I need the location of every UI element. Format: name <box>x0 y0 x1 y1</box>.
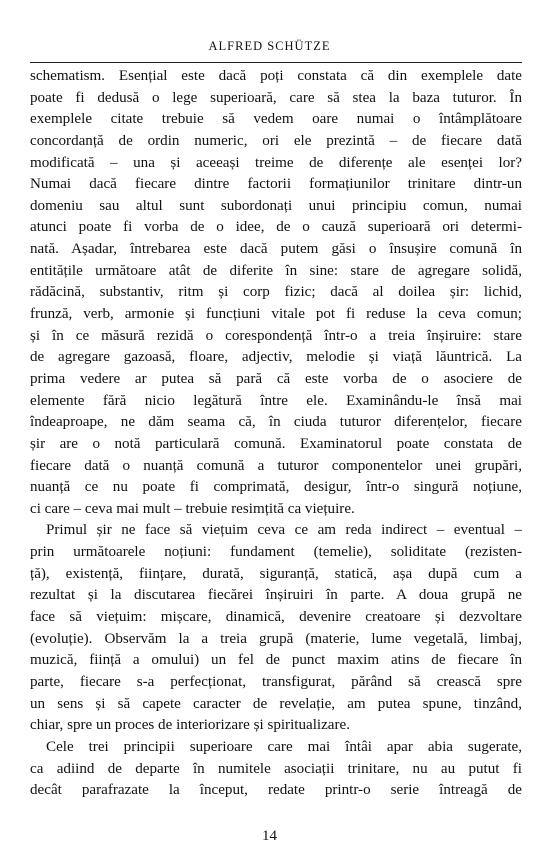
text-line: ca adiind de departe în numitele asociații trinitare, nu au putut fi <box>30 760 522 777</box>
text-line: elemente fără nicio legătură între ele. Examinându-le însă mai <box>30 392 522 409</box>
text-line: prin următoarele noțiuni: fundament (temelie), soliditate (rezisten- <box>30 544 522 561</box>
text-line: schematism. Esențial este dacă poți constata că din exemplele date <box>30 68 522 84</box>
text-line: nuanță ce nu poate fi comprimată, desigur, într-o singură noțiune, <box>30 479 522 496</box>
header-rule <box>30 62 522 63</box>
text-line: șir are o notă particulară comună. Examinatorul poate constata de <box>30 435 522 452</box>
text-line: ță), existență, ființare, durată, siguranță, statică, așa după cum a <box>30 565 522 582</box>
text-line: face să viețuim: mișcare, dinamică, devenire creatoare și dezvoltare <box>30 609 522 626</box>
text-line: Primul șir ne face să viețuim ceva ce am reda indirect – eventual – <box>46 522 522 539</box>
text-line: fiecare dată o nuanță comună a tuturor componentelor unei grupări, <box>30 457 522 474</box>
text-line: concordanță de ordin numeric, ori ele prezintă – de fiecare dată <box>30 132 522 149</box>
text-line: exemplele citate trebuie să vedem oare numai o întâmplătoare <box>30 111 522 128</box>
text-line: de agregare gazoasă, floare, adjectiv, melodie și viață lăuntrică. La <box>30 349 522 366</box>
text-line: ci care – ceva mai mult – trebuie resimțită ca viețuire. <box>30 500 355 517</box>
page-body <box>30 66 522 802</box>
paragraph-1 <box>30 66 522 520</box>
page-number: 14 <box>262 828 277 844</box>
text-line: parte, fiecare s-a perfecționat, transfigurat, părând să crească spre <box>30 673 522 690</box>
text-line: Cele trei principii superioare care mai întâi apar abia sugerate, <box>46 738 522 755</box>
text-line: atunci poate fi vorba de o idee, de o cauză superioară ori determi- <box>30 219 522 236</box>
text-line: îndeaproape, ne dăm seama că, în ciuda tuturor diferențelor, fiecare <box>30 414 522 431</box>
text-line: modificată – una și aceeași treime de diferențe ale esenței lor? <box>30 154 522 171</box>
text-line: nată. Așadar, întrebarea este dacă putem găsi o însușire comună în <box>30 241 522 258</box>
text-line: un sens și să capete caracter de revelație, am putea spune, tinzând, <box>30 695 522 712</box>
text-line: (evoluție). Observăm la a treia grupă (materie, lume vegetală, limbaj, <box>30 630 522 647</box>
text-line: entitățile următoare atât de diferite în sine: stare de agregare solidă, <box>30 262 522 279</box>
text-line: rezultat și la discutarea fiecărei înșiruiri în parte. A doua grupă ne <box>30 587 522 604</box>
text-line: prima vedere ar putea să pară că este vorba de o asociere de <box>30 370 522 387</box>
text-line: Numai dacă fiecare dintre factorii formațiunilor trinitare dintr-un <box>30 176 522 193</box>
paragraph-2 <box>30 520 522 736</box>
text-line: muzică, ființă a omului) un fel de punct maxim atins de fiecare în <box>30 652 522 669</box>
text-line: chiar, spre un proces de interiorizare și spiritualizare. <box>30 717 350 734</box>
running-head: ALFRED SCHÜTZE <box>208 39 331 53</box>
text-line: decât parafrazate la început, redate printr-o serie întreagă de <box>30 782 522 799</box>
text-line: și în ce măsură rezidă o corespondență într-o a treia înșiruire: stare <box>30 327 522 344</box>
text-line: domeniu sau altul sunt subordonați unui principiu comun, numai <box>30 197 522 214</box>
text-line: rădăcină, substantiv, ritm și corp fizic; dacă al doilea șir: lichid, <box>30 284 522 301</box>
text-line: poate fi dedusă o lege superioară, care să stea la baza tuturor. În <box>30 89 522 106</box>
text-line: frunză, verb, armonie și funcțiuni vitale pot fi reduse la ceva comun; <box>30 306 522 323</box>
paragraph-3 <box>30 737 522 802</box>
